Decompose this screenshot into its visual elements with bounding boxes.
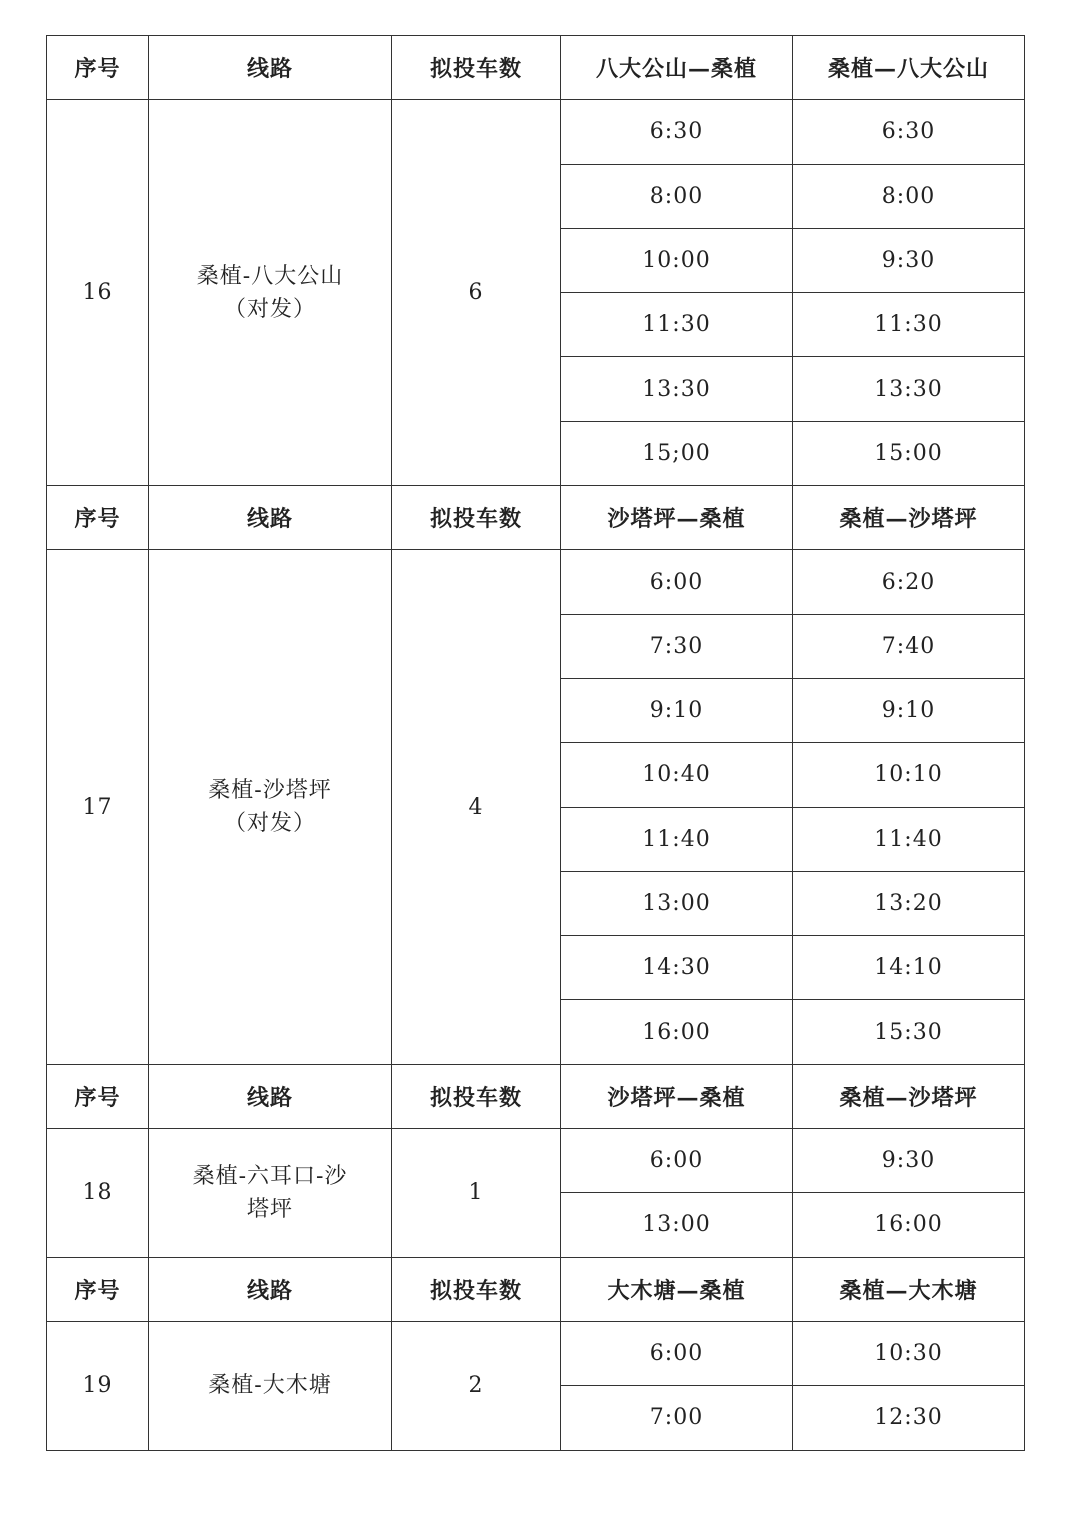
departure-time-dir2: 9:30 xyxy=(793,228,1025,292)
table-row xyxy=(47,100,1025,164)
header-vehicles: 拟投车数 xyxy=(392,486,561,550)
route-cell: 桑植-沙塔坪 （对发） xyxy=(149,550,392,1064)
vehicles-cell: 6 xyxy=(392,100,561,486)
departure-time-dir1: 13:00 xyxy=(561,1193,793,1257)
header-direction-2: 桑植—大木塘 xyxy=(793,1257,1025,1321)
departure-time-dir2: 14:10 xyxy=(793,936,1025,1000)
departure-time-dir2: 6:30 xyxy=(793,100,1025,164)
departure-time-dir2: 11:30 xyxy=(793,293,1025,357)
seq-cell: 17 xyxy=(47,550,149,1064)
route-cell: 桑植-八大公山 （对发） xyxy=(149,100,392,486)
table-row xyxy=(47,1321,1025,1385)
departure-time-dir1: 11:30 xyxy=(561,293,793,357)
departure-time-dir1: 13:30 xyxy=(561,357,793,421)
bus-schedule-table xyxy=(46,35,1025,1451)
vehicles-cell: 4 xyxy=(392,550,561,1064)
seq-cell: 19 xyxy=(47,1321,149,1450)
header-route: 线路 xyxy=(149,36,392,100)
vehicles-cell: 2 xyxy=(392,1321,561,1450)
header-direction-2: 桑植—沙塔坪 xyxy=(793,486,1025,550)
departure-time-dir2: 10:30 xyxy=(793,1321,1025,1385)
seq-cell: 18 xyxy=(47,1129,149,1258)
header-vehicles: 拟投车数 xyxy=(392,1257,561,1321)
departure-time-dir1: 6:00 xyxy=(561,1321,793,1385)
header-seq: 序号 xyxy=(47,1064,149,1128)
departure-time-dir1: 11:40 xyxy=(561,807,793,871)
header-route: 线路 xyxy=(149,486,392,550)
departure-time-dir1: 6:00 xyxy=(561,550,793,614)
departure-time-dir1: 15;00 xyxy=(561,421,793,485)
departure-time-dir2: 9:30 xyxy=(793,1129,1025,1193)
departure-time-dir1: 16:00 xyxy=(561,1000,793,1064)
table-row xyxy=(47,550,1025,614)
header-vehicles: 拟投车数 xyxy=(392,1064,561,1128)
departure-time-dir1: 7:00 xyxy=(561,1386,793,1450)
departure-time-dir2: 11:40 xyxy=(793,807,1025,871)
seq-cell: 16 xyxy=(47,100,149,486)
departure-time-dir2: 15:00 xyxy=(793,421,1025,485)
departure-time-dir1: 8:00 xyxy=(561,164,793,228)
departure-time-dir2: 16:00 xyxy=(793,1193,1025,1257)
header-seq: 序号 xyxy=(47,36,149,100)
route-cell: 桑植-六耳口-沙 塔坪 xyxy=(149,1129,392,1258)
header-route: 线路 xyxy=(149,1257,392,1321)
header-row xyxy=(47,486,1025,550)
departure-time-dir1: 6:30 xyxy=(561,100,793,164)
departure-time-dir1: 6:00 xyxy=(561,1129,793,1193)
departure-time-dir2: 12:30 xyxy=(793,1386,1025,1450)
header-direction-1: 沙塔坪—桑植 xyxy=(561,1064,793,1128)
departure-time-dir2: 6:20 xyxy=(793,550,1025,614)
header-direction-1: 沙塔坪—桑植 xyxy=(561,486,793,550)
header-seq: 序号 xyxy=(47,486,149,550)
departure-time-dir1: 10:40 xyxy=(561,743,793,807)
departure-time-dir2: 15:30 xyxy=(793,1000,1025,1064)
header-direction-1: 大木塘—桑植 xyxy=(561,1257,793,1321)
departure-time-dir1: 9:10 xyxy=(561,678,793,742)
departure-time-dir1: 13:00 xyxy=(561,871,793,935)
departure-time-dir2: 9:10 xyxy=(793,678,1025,742)
route-cell: 桑植-大木塘 xyxy=(149,1321,392,1450)
header-vehicles: 拟投车数 xyxy=(392,36,561,100)
table-row xyxy=(47,1129,1025,1193)
departure-time-dir2: 8:00 xyxy=(793,164,1025,228)
header-seq: 序号 xyxy=(47,1257,149,1321)
header-direction-2: 桑植—八大公山 xyxy=(793,36,1025,100)
departure-time-dir2: 13:20 xyxy=(793,871,1025,935)
departure-time-dir2: 13:30 xyxy=(793,357,1025,421)
departure-time-dir1: 10:00 xyxy=(561,228,793,292)
header-row xyxy=(47,1064,1025,1128)
header-direction-1: 八大公山—桑植 xyxy=(561,36,793,100)
departure-time-dir2: 10:10 xyxy=(793,743,1025,807)
header-route: 线路 xyxy=(149,1064,392,1128)
departure-time-dir1: 14:30 xyxy=(561,936,793,1000)
departure-time-dir2: 7:40 xyxy=(793,614,1025,678)
header-row xyxy=(47,1257,1025,1321)
header-row xyxy=(47,36,1025,100)
header-direction-2: 桑植—沙塔坪 xyxy=(793,1064,1025,1128)
vehicles-cell: 1 xyxy=(392,1129,561,1258)
departure-time-dir1: 7:30 xyxy=(561,614,793,678)
